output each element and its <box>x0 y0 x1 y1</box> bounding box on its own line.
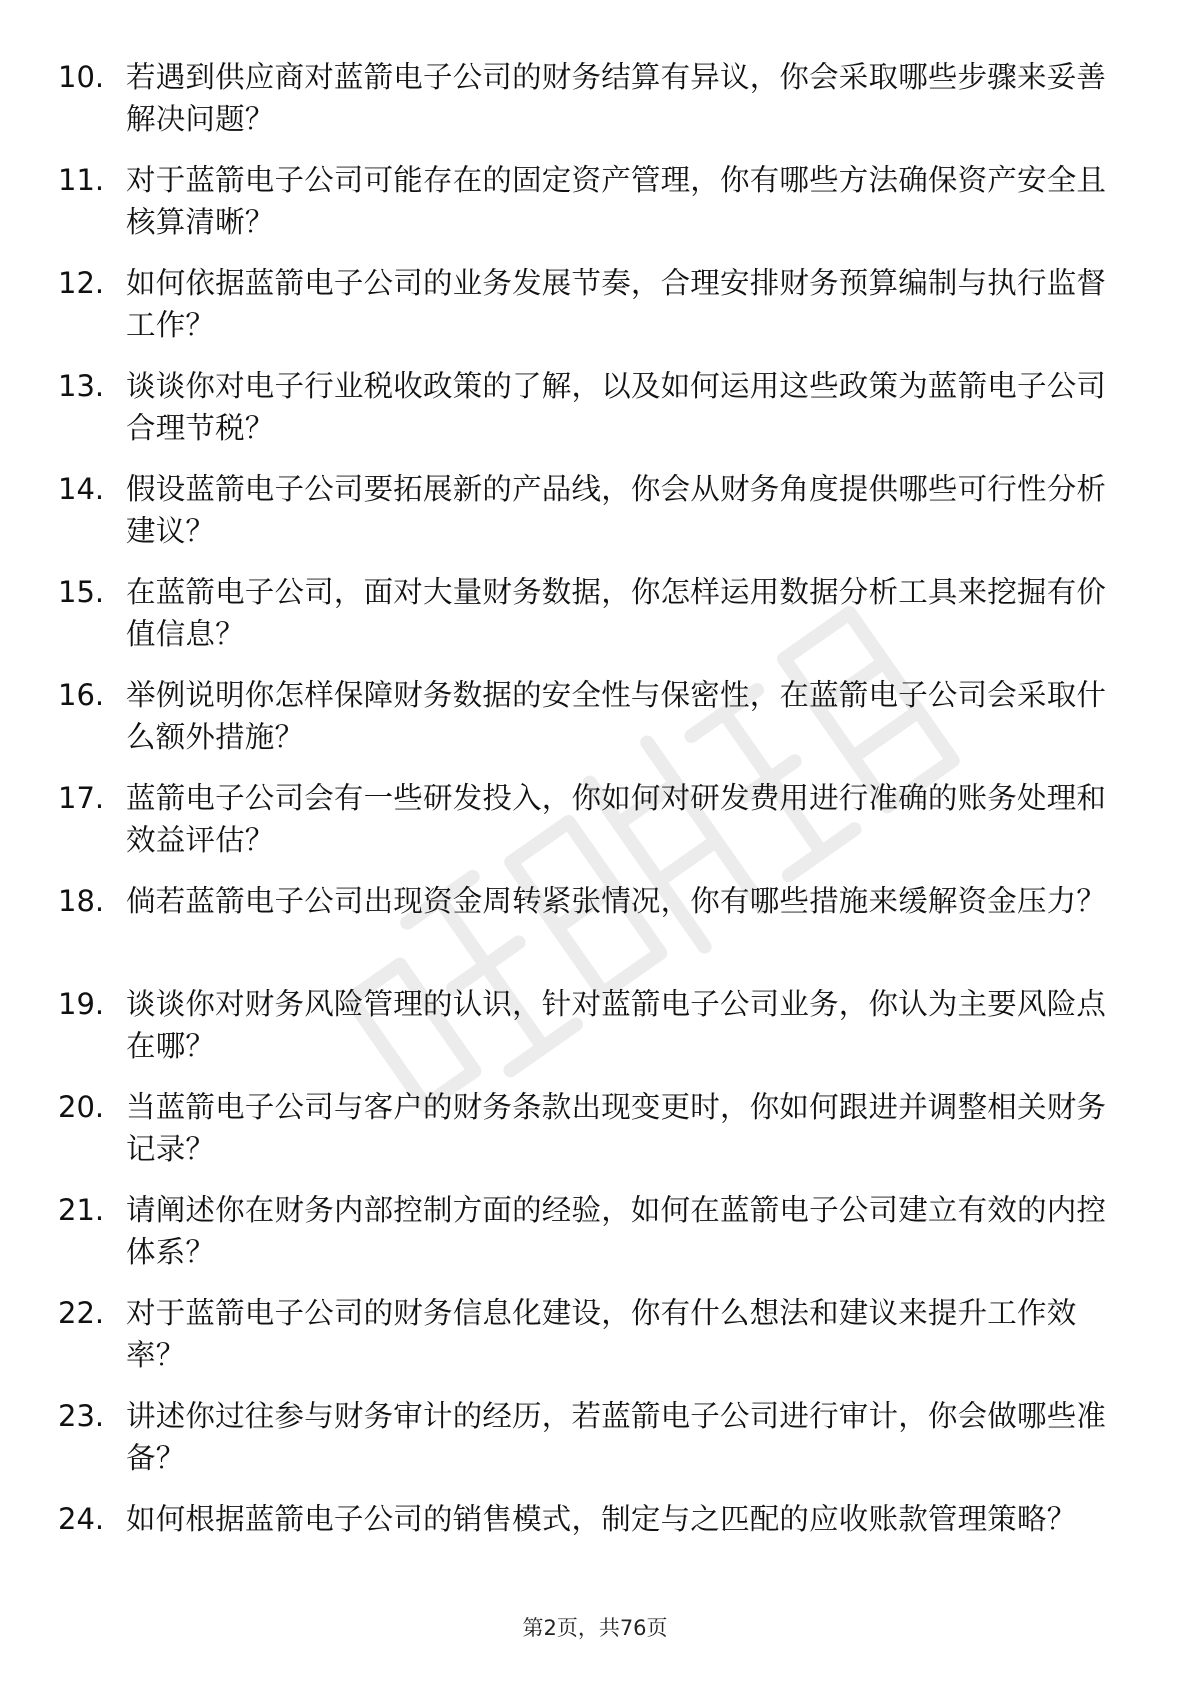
question-text: 谈谈你对电子行业税收政策的了解，以及如何运用这些政策为蓝箭电子公司合理节税？ <box>126 369 1107 445</box>
question-number: 10. <box>58 60 105 94</box>
question-item <box>0 876 1190 979</box>
question-item <box>0 567 1190 670</box>
page-indicator: 第2页，共76页 <box>522 1616 668 1640</box>
question-number: 18. <box>58 884 105 918</box>
question-text: 若遇到供应商对蓝箭电子公司的财务结算有异议，你会采取哪些步骤来妥善解决问题？ <box>126 60 1107 136</box>
question-text: 如何依据蓝箭电子公司的业务发展节奏，合理安排财务预算编制与执行监督工作？ <box>126 266 1107 342</box>
question-text: 如何根据蓝箭电子公司的销售模式，制定与之匹配的应收账款管理策略？ <box>126 1502 1077 1536</box>
question-item <box>0 361 1190 464</box>
question-number: 11. <box>58 163 105 197</box>
question-number: 23. <box>58 1399 105 1433</box>
question-number: 24. <box>58 1502 105 1536</box>
question-number: 19. <box>58 987 105 1021</box>
question-text: 举例说明你怎样保障财务数据的安全性与保密性，在蓝箭电子公司会采取什么额外措施？ <box>126 678 1107 754</box>
question-text: 倘若蓝箭电子公司出现资金周转紧张情况，你有哪些措施来缓解资金压力？ <box>126 884 1107 918</box>
question-text: 当蓝箭电子公司与客户的财务条款出现变更时，你如何跟进并调整相关财务记录？ <box>126 1090 1107 1166</box>
question-number: 16. <box>58 678 105 712</box>
question-text: 请阐述你在财务内部控制方面的经验，如何在蓝箭电子公司建立有效的内控体系？ <box>126 1193 1107 1269</box>
question-text: 讲述你过往参与财务审计的经历，若蓝箭电子公司进行审计，你会做哪些准备？ <box>126 1399 1107 1475</box>
question-item <box>0 773 1190 876</box>
question-item <box>0 670 1190 773</box>
question-text: 谈谈你对财务风险管理的认识，针对蓝箭电子公司业务，你认为主要风险点在哪？ <box>126 987 1107 1063</box>
question-text: 对于蓝箭电子公司的财务信息化建设，你有什么想法和建议来提升工作效率？ <box>126 1296 1077 1372</box>
question-item <box>0 1185 1190 1288</box>
question-item <box>0 464 1190 567</box>
question-item <box>0 979 1190 1082</box>
question-item <box>0 155 1190 258</box>
question-text: 假设蓝箭电子公司要拓展新的产品线，你会从财务角度提供哪些可行性分析建议？ <box>126 472 1107 548</box>
question-number: 22. <box>58 1296 105 1330</box>
question-item <box>0 258 1190 361</box>
question-item <box>0 52 1190 155</box>
question-number: 15. <box>58 575 105 609</box>
question-text: 蓝箭电子公司会有一些研发投入，你如何对研发费用进行准确的账务处理和效益评估？ <box>126 781 1107 857</box>
question-number: 17. <box>58 781 105 815</box>
question-list <box>0 52 1190 1597</box>
question-item <box>0 1082 1190 1185</box>
question-item <box>0 1288 1190 1391</box>
question-text: 对于蓝箭电子公司可能存在的固定资产管理，你有哪些方法确保资产安全且核算清晰？ <box>126 163 1107 239</box>
question-number: 13. <box>58 369 105 403</box>
question-number: 12. <box>58 266 105 300</box>
question-text: 在蓝箭电子公司，面对大量财务数据，你怎样运用数据分析工具来挖掘有价值信息？ <box>126 575 1107 651</box>
question-number: 14. <box>58 472 105 506</box>
question-number: 20. <box>58 1090 105 1124</box>
question-number: 21. <box>58 1193 105 1227</box>
question-item <box>0 1494 1190 1597</box>
question-item <box>0 1391 1190 1494</box>
